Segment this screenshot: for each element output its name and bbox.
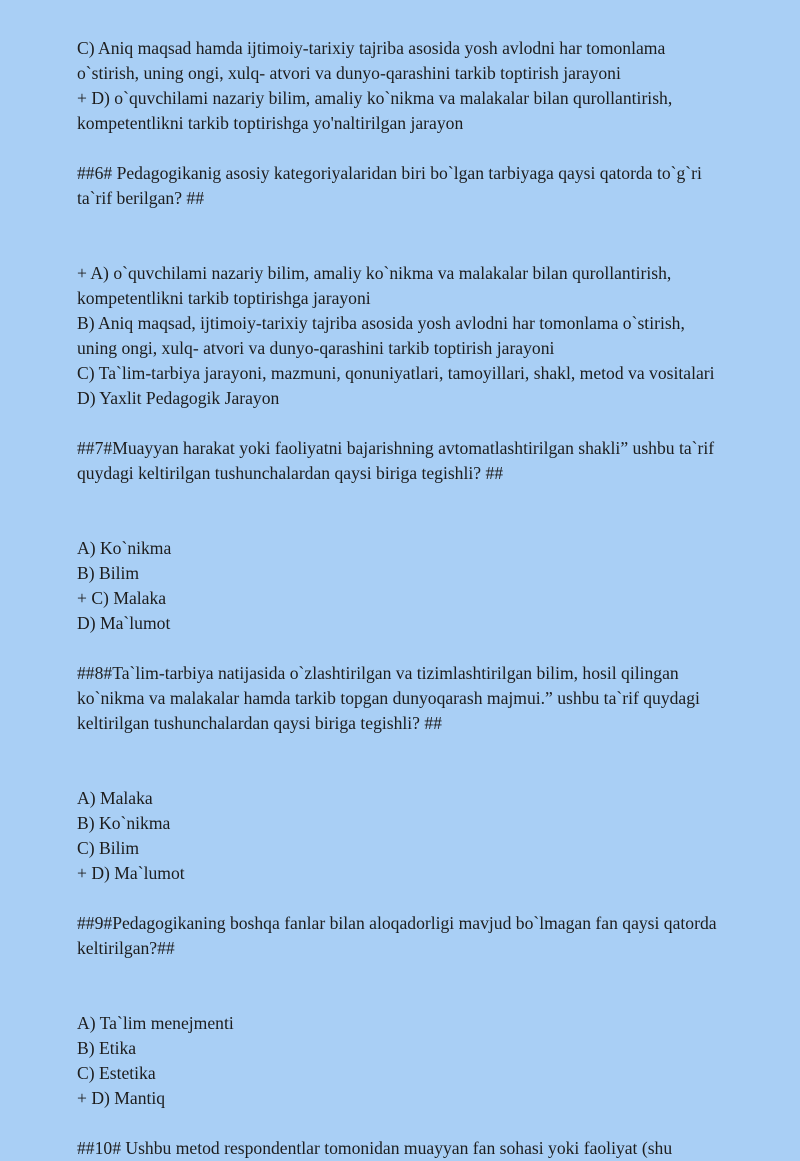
answer-option: + D) Mantiq [77,1088,166,1108]
paragraph-gap [77,211,760,261]
text-line: + D) o`quvchilami nazariy bilim, amaliy ko`nikma va malakalar bilan qurollantirish, [77,88,673,108]
question-heading: ko`nikma va malakalar hamda tarkib topgan dunyoqarash majmui.” ushbu ta`rif quydagi [77,688,700,708]
answer-option: B) Ko`nikma [77,813,171,833]
paragraph-gap [77,411,760,436]
paragraph-gap [77,886,760,911]
question-heading: quydagi keltirilgan tushunchalardan qaysi biriga tegishli? ## [77,463,504,483]
answer-option: + D) Ma`lumot [77,863,185,883]
answer-option: D) Yaxlit Pedagogik Jarayon [77,388,280,408]
text-line: C) Aniq maqsad hamda ijtimoiy-tarixiy tajriba asosida yosh avlodni har tomonlama [77,38,666,58]
paragraph-gap [77,961,760,1011]
answer-option: + A) o`quvchilami nazariy bilim, amaliy ko`nikma va malakalar bilan qurollantirish, [77,263,672,283]
question-heading: ##8#Ta`lim-tarbiya natijasida o`zlashtirilgan va tizimlashtirilgan bilim, hosil qilingan [77,663,679,683]
answer-option: A) Malaka [77,788,153,808]
paragraph-gap [77,136,760,161]
answer-option: A) Ko`nikma [77,538,172,558]
question-heading: ##9#Pedagogikaning boshqa fanlar bilan aloqadorligi mavjud bo`lmagan fan qaysi qatorda [77,913,717,933]
question-heading: ##10# Ushbu metod respondentlar tomonidan muayyan fan sohasi yoki faoliyat (shu [77,1138,673,1158]
answer-option: B) Aniq maqsad, ijtimoiy-tarixiy tajriba asosida yosh avlodni har tomonlama o`stirish, [77,313,685,333]
paragraph-gap [77,736,760,786]
question-heading: ##6# Pedagogikanig asosiy kategoriyalaridan biri bo`lgan tarbiyaga qaysi qatorda to`g`ri [77,163,702,183]
paragraph-gap [77,1111,760,1136]
question-heading: keltirilgan?## [77,938,175,958]
answer-option: + C) Malaka [77,588,167,608]
answer-option: C) Ta`lim-tarbiya jarayoni, mazmuni, qonuniyatlari, tamoyillari, shakl, metod va vositalari [77,363,715,383]
text-line: kompetentlikni tarkib toptirishga yo'naltirilgan jarayon [77,113,464,133]
text-line: o`stirish, uning ongi, xulq- atvori va dunyo-qarashini tarkib toptirish jarayoni [77,63,621,83]
question-heading: ##7#Muayyan harakat yoki faoliyatni bajarishning avtomatlashtirilgan shakli” ushbu ta`rif [77,438,715,458]
paragraph-gap [77,636,760,661]
answer-option: B) Bilim [77,563,140,583]
question-heading: keltirilgan tushunchalardan qaysi biriga tegishli? ## [77,713,442,733]
answer-option: B) Etika [77,1038,137,1058]
answer-option: uning ongi, xulq- atvori va dunyo-qarashini tarkib toptirish jarayoni [77,338,555,358]
answer-option: C) Bilim [77,838,140,858]
answer-option: kompetentlikni tarkib toptirishga jarayoni [77,288,371,308]
paragraph-gap [77,486,760,536]
answer-option: D) Ma`lumot [77,613,171,633]
question-heading: ta`rif berilgan? ## [77,188,205,208]
answer-option: A) Ta`lim menejmenti [77,1013,234,1033]
answer-option: C) Estetika [77,1063,156,1083]
